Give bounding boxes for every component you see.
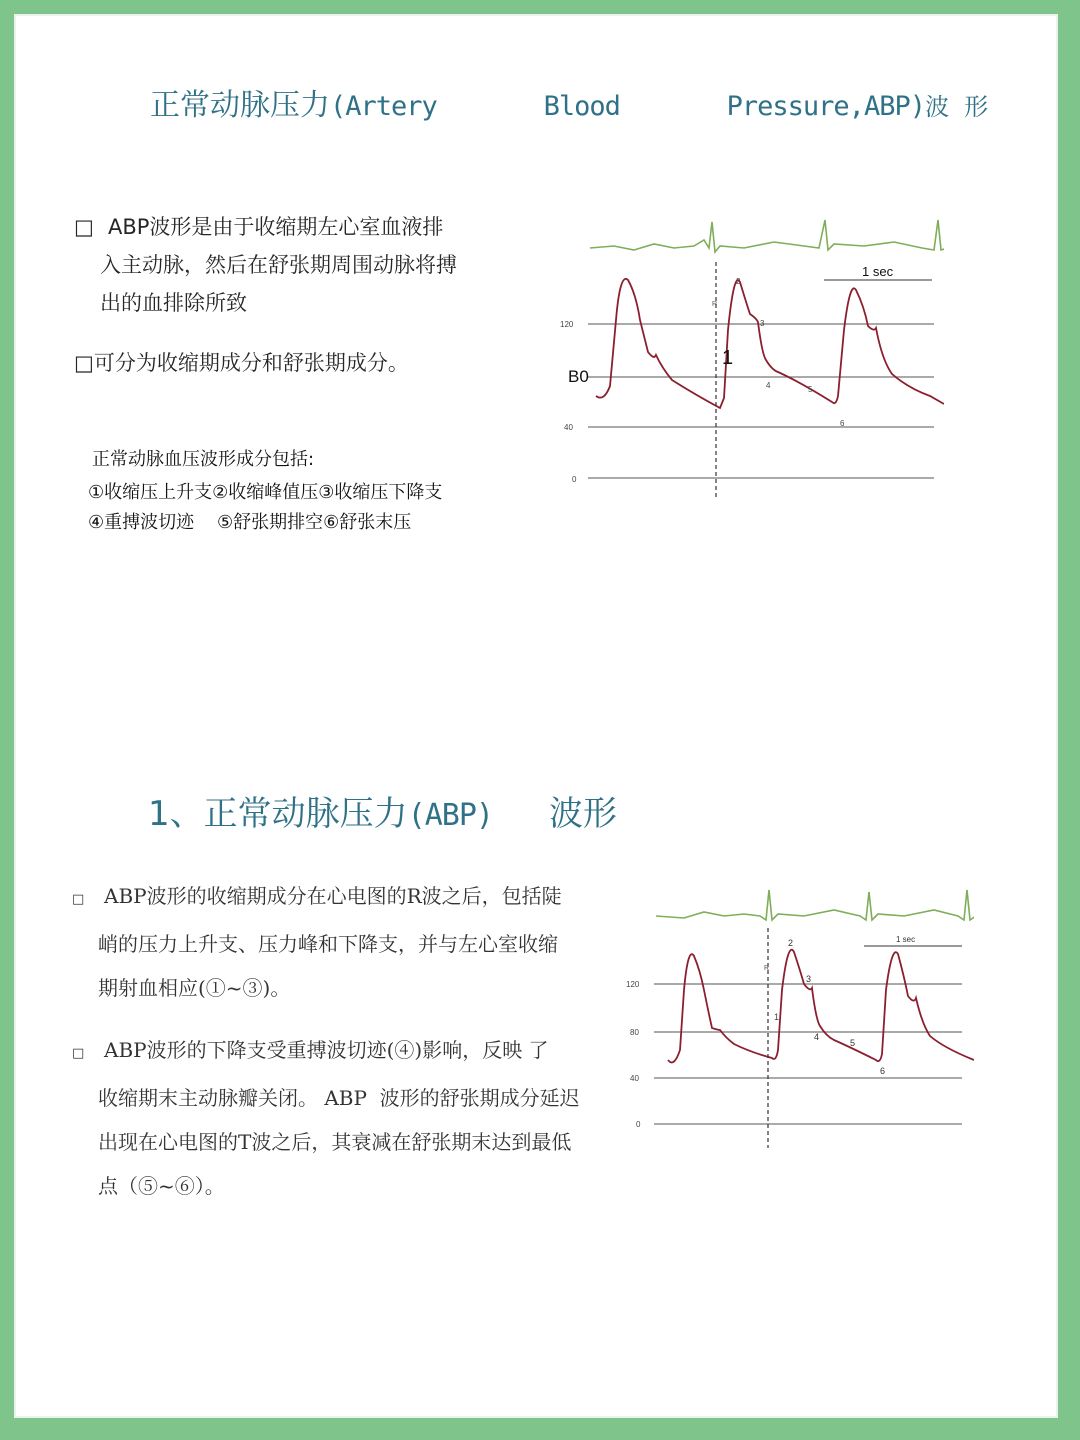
abp-trace xyxy=(668,950,974,1063)
components-line1: ①收缩压上升支②收缩峰值压③收缩压下降支 xyxy=(88,482,443,503)
bullet2-line3: 出现在心电图的T波之后，其衰减在舒张期末达到最低 xyxy=(98,1130,572,1154)
section2-bullet2 xyxy=(72,1028,652,1208)
bullet2-text-1: ABP波形的下降支受重搏波切迹(④)影响，反映 了 xyxy=(104,1038,549,1062)
chart1-svg xyxy=(544,210,944,510)
b0-label: B0 xyxy=(568,367,589,386)
bullet1-text-1: ABP波形的收缩期成分在心电图的R波之后，包括陡 xyxy=(104,884,562,908)
bullet1-line2: 峭的压力上升支、压力峰和下降支，并与左心室收缩 xyxy=(98,932,558,956)
section2-title-tail: 波形 xyxy=(548,794,617,834)
section2-title-num: 1、正常动脉压力 xyxy=(148,794,408,834)
bullet2-marker: □ xyxy=(72,1046,85,1061)
section1-para2: □可分为收缩期成分和舒张期成分。 xyxy=(74,351,409,375)
section1-para1-line1 xyxy=(74,208,544,246)
y-tick-40: 40 xyxy=(564,423,573,432)
marker-1-large: 1 xyxy=(722,347,734,369)
section2-title-en: (ABP) xyxy=(407,798,493,833)
checkbox-icon: □ xyxy=(74,215,94,239)
r-label: R xyxy=(712,301,718,308)
bullet2-line1 xyxy=(72,1028,652,1076)
section1-title xyxy=(150,80,988,124)
bullet2-line2: 收缩期末主动脉瓣关闭。 ABP 波形的舒张期成分延迟 xyxy=(98,1086,580,1110)
bullet2-line4: 点（⑤~⑥）。 xyxy=(98,1174,225,1198)
abp-waveform-chart-2 xyxy=(624,880,974,1150)
section1-title-tail: 波 形 xyxy=(924,93,989,121)
point-label-4: 4 xyxy=(814,1032,820,1042)
y-tick-80: 80 xyxy=(630,1028,639,1037)
point-label-2: 2 xyxy=(736,277,741,286)
section1-para1-line3: 出的血排除所致 xyxy=(100,291,247,315)
section1-title-en: (Artery Blood Pressure,ABP) xyxy=(330,91,925,122)
point-label-3: 3 xyxy=(760,319,765,328)
y-tick-40: 40 xyxy=(630,1074,639,1083)
bullet1-line1 xyxy=(72,874,632,922)
components-heading: 正常动脉血压波形成分包括: xyxy=(92,449,315,470)
bullet1-line3: 期射血相应(①~③)。 xyxy=(98,976,291,1000)
y-tick-0: 0 xyxy=(572,475,577,484)
point-label-6: 6 xyxy=(880,1066,886,1076)
section1-paragraph xyxy=(74,208,544,322)
point-label-6: 6 xyxy=(840,419,845,428)
scale-label: 1 sec xyxy=(896,935,916,944)
point-label-3: 3 xyxy=(806,974,812,984)
para1-text-1: ABP波形是由于收缩期左心室血液排 xyxy=(108,215,444,239)
ecg-trace xyxy=(590,220,944,252)
marker-1: 1 xyxy=(774,1012,780,1022)
page xyxy=(14,14,1058,1418)
section1-title-cn: 正常动脉压力 xyxy=(150,88,330,123)
scale-label: 1 sec xyxy=(862,264,894,279)
section1-para1-line2: 入主动脉，然后在舒张期周围动脉将搏 xyxy=(100,253,457,277)
y-tick-120: 120 xyxy=(626,980,640,989)
section2-title xyxy=(148,786,617,835)
y-tick-0: 0 xyxy=(636,1120,641,1129)
chart2-svg xyxy=(624,880,974,1150)
ecg-trace xyxy=(656,890,974,920)
point-label-5: 5 xyxy=(850,1038,856,1048)
point-label-2: 2 xyxy=(788,938,794,948)
components-line2: ④重搏波切迹 ⑤舒张期排空⑥舒张末压 xyxy=(88,512,412,533)
r-label: R xyxy=(764,965,770,972)
section2-bullet1 xyxy=(72,874,632,1010)
bullet1-marker: □ xyxy=(72,892,85,907)
y-tick-120: 120 xyxy=(560,320,574,329)
abp-waveform-chart-1 xyxy=(544,210,944,510)
point-label-5: 5 xyxy=(808,385,813,394)
point-label-4: 4 xyxy=(766,381,771,390)
